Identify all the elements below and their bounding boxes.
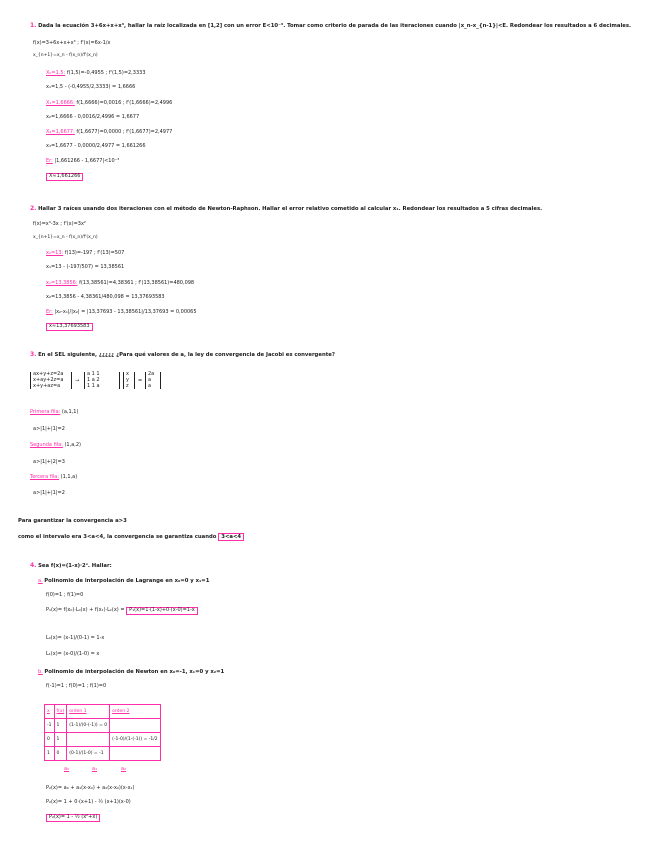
table-cell: -1 xyxy=(45,719,55,733)
iteration-1 xyxy=(46,251,124,257)
table-cell xyxy=(110,747,161,761)
iteration-2 xyxy=(46,101,172,107)
row-1 xyxy=(30,410,78,416)
problem-statement: Hallar 3 raíces usando dos iteraciones con el método de Newton-Raphson. Hallar el error relativo cometido al calcular x₁. Redondear los resultados a 5 cifras decimales. xyxy=(38,206,543,212)
error-line xyxy=(46,159,119,165)
polynomial-expr: P₁(x)= f(x₀)·L₀(x) + f(x₁)·L₁(x) = xyxy=(46,607,125,613)
newton-formula: x_{n+1}=x_n - f(x_n)/f'(x_n) xyxy=(33,53,98,58)
row-label: Tercera fila: xyxy=(30,474,60,480)
table-header: f(x) xyxy=(54,705,67,719)
newton-form: P₂(x)= a₀ + a₁(x-x₀) + a₂(x-x₀)(x-x₁) xyxy=(46,785,135,791)
lagrange-L0: L₀(x)= (x-1)/(0-1) = 1-x xyxy=(46,635,105,641)
problem-statement: Sea f(x)=(1-x)·2ˣ. Hallar: xyxy=(38,563,112,569)
result-1 xyxy=(46,173,83,181)
iteration-label: X₁=1,6666: xyxy=(46,100,75,106)
row-3-condition: a>|1|+|1|=2 xyxy=(33,490,65,496)
row-value: (1,a,2) xyxy=(64,442,81,448)
derivative-line: f(x)=3+6x+x+x³ ; f'(x)=6x-1/x xyxy=(33,40,111,46)
rhs-vector xyxy=(145,372,161,389)
problem-statement: En el SEL siguiente, ¿¿¿¿¿ ¿Para qué valores de a, la ley de convergencia de Jacobi es convergente? xyxy=(38,352,335,358)
lagrange-polynomial xyxy=(46,607,198,615)
conclusion-box: 3<a<4 xyxy=(218,533,244,541)
table-cell: 1 xyxy=(54,719,67,733)
equals-icon: = xyxy=(138,378,143,384)
iteration-label: X₂=1,6677: xyxy=(46,129,75,135)
table-cell: 0 xyxy=(54,747,67,761)
coef-a1: a₁ xyxy=(92,766,98,772)
table-cell: (0-1)/(1-0) = -1 xyxy=(67,747,110,761)
coefficient-matrix xyxy=(84,372,120,389)
table-cell: 0 xyxy=(45,733,55,747)
part-label: a. xyxy=(38,578,43,584)
result-box: x≈13,37693583 xyxy=(46,323,93,331)
row-2-condition: a>|1|+|2|=3 xyxy=(33,459,65,465)
lagrange-L1: L₁(x)= (x-0)/(1-0) = x xyxy=(46,651,100,657)
newton-formula: x_{n+1}=x_n - f(x_n)/f'(x_n) xyxy=(33,235,98,240)
system-row: x+ay+2z=a xyxy=(33,376,64,383)
polynomial-box: P₁(x)=1·(1-x)+0·(x-0)=1-x xyxy=(126,607,198,615)
problem-3-header xyxy=(30,352,335,359)
table-cell: (1-1)/(0-(-1)) = 0 xyxy=(67,719,110,733)
row-label: Primera fila: xyxy=(30,409,61,415)
system-row: ax+y+z=2a xyxy=(33,371,64,377)
newton-substitution: P₂(x)= 1 + 0·(x+1) - ½ (x+1)(x-0) xyxy=(46,799,131,805)
error-value: |x₂-x₁|/|x₂| = |13,37693 - 13,38561|/13,37693 = 0,00065 xyxy=(54,309,197,315)
newton-values: f(-1)=1 ; f(0)=1 ; f(1)=0 xyxy=(46,683,107,689)
iteration-values: f(1,6677)=0,0000 ; f'(1,6677)=2,4977 xyxy=(76,129,173,135)
error-value: |1,661266 - 1,6677|<10⁻³ xyxy=(54,158,120,164)
equation-system xyxy=(30,372,72,389)
table-header: x xyxy=(45,705,55,719)
row-label: Segunda fila: xyxy=(30,442,63,448)
row-2 xyxy=(30,443,81,449)
error-label: Er: xyxy=(46,309,53,315)
part-b-header xyxy=(38,669,224,676)
iteration-3 xyxy=(46,130,172,136)
result-box: X≈1,661266 xyxy=(46,173,83,181)
vector-entry: z xyxy=(126,382,129,389)
row-value: (1,1,a) xyxy=(60,474,78,480)
table-cell: 1 xyxy=(54,733,67,747)
vector-entry: y xyxy=(126,376,129,383)
conclusion-line-2 xyxy=(18,533,244,541)
iteration-values: f(13,38561)=4,38361 ; f'(13,38561)=480,098 xyxy=(79,280,195,286)
table-header: orden 2 xyxy=(110,705,161,719)
iteration-values: f(1,6666)=0,0016 ; f'(1,6666)=2,4996 xyxy=(76,100,173,106)
matrix-row: a 1 1 xyxy=(87,371,100,377)
problem-statement: Dada la ecuación 3+6x+x+x³, hallar la raíz localizada en [1,2] con un error E<10⁻³. Tomar como criterio de parada de las iteraciones cuando |x_n-x_{n-1}|<E. Redondear los resultados a 6 decimales. xyxy=(38,23,632,29)
part-text: Polinomio de interpolación de Newton en x₀=-1, x₁=0 y x₂=1 xyxy=(44,669,225,675)
iteration-label: X₀=1.5: xyxy=(46,70,66,76)
row-value: (a,1,1) xyxy=(61,409,79,415)
part-a-header xyxy=(38,578,209,585)
error-label: Er: xyxy=(46,158,53,164)
conclusion-line-1: Para garantizar la convergencia a>3 xyxy=(18,518,127,524)
problem-4-header xyxy=(30,563,112,570)
row-1-condition: a>|1|+|1|=2 xyxy=(33,426,65,432)
result-4 xyxy=(46,814,100,822)
function-line: f(x)=x³-3x ; f'(x)=3x² xyxy=(33,221,86,227)
vector-entry: a xyxy=(148,376,152,383)
problem-1-header xyxy=(30,23,631,30)
x2-line: x₂=1,6666 - 0,0016/2,4996 = 1,6677 xyxy=(46,114,140,120)
iteration-label: x₀=13: xyxy=(46,250,64,256)
problem-2-header xyxy=(30,206,542,213)
coef-a2: a₂ xyxy=(121,766,127,772)
vector-entry: x xyxy=(126,371,129,377)
iteration-1 xyxy=(46,71,146,77)
lagrange-values: f(0)=1 ; f(1)=0 xyxy=(46,592,84,598)
table-cell xyxy=(67,733,110,747)
matrix-row: 1 1 a xyxy=(87,382,100,389)
coef-a0: a₀ xyxy=(64,766,70,772)
table-cell: (-1-0)/(1-(-1)) = -1/2 xyxy=(110,733,161,747)
unknowns-vector xyxy=(123,372,135,389)
matrix-row: 1 a 2 xyxy=(87,376,100,383)
vector-entry: a xyxy=(148,382,152,389)
table-header-row xyxy=(45,705,161,719)
table-row xyxy=(45,747,161,761)
part-text: Polinomio de interpolación de Lagrange en x₀=0 y x₁=1 xyxy=(44,578,210,584)
table-cell: 1 xyxy=(45,747,55,761)
problem-number: 1. xyxy=(30,22,37,29)
x1-line: x₁=13 - (-197/507) = 13,38561 xyxy=(46,264,125,270)
divided-differences-table xyxy=(44,704,161,761)
iteration-label: x₁=13,3856: xyxy=(46,280,78,286)
table-cell xyxy=(110,719,161,733)
problem-number: 3. xyxy=(30,351,37,358)
table-row xyxy=(45,733,161,747)
result-2 xyxy=(46,323,93,331)
conclusion-text: como el intervalo era 3<a<4, la convergencia se garantiza cuando xyxy=(18,534,217,540)
iteration-values: f(13)=-197 ; f'(13)=507 xyxy=(64,250,125,256)
problem-number: 4. xyxy=(30,562,37,569)
table-row xyxy=(45,719,161,733)
iteration-values: f(1,5)=-0,4955 ; f'(1,5)=2,3333 xyxy=(66,70,146,76)
part-label: b. xyxy=(38,669,43,675)
arrow-icon: → xyxy=(75,378,80,384)
x1-line: x₁=1,5 - (-0,4955/2,3333) = 1,6666 xyxy=(46,84,136,90)
problem-number: 2. xyxy=(30,205,37,212)
result-box: P₂(x)= 1 - ½ (x²+x) xyxy=(46,814,100,822)
iteration-2 xyxy=(46,281,194,287)
system-row: x+y+az=a xyxy=(33,382,61,389)
x3-line: x₃=1,6677 - 0,0000/2,4977 = 1,661266 xyxy=(46,143,146,149)
vector-entry: 2a xyxy=(148,371,155,377)
row-3 xyxy=(30,475,77,481)
table-header: orden 1 xyxy=(67,705,110,719)
error-line xyxy=(46,310,197,316)
x2-line: x₂=13,3856 - 4,38361/480,098 = 13,37693583 xyxy=(46,294,165,300)
